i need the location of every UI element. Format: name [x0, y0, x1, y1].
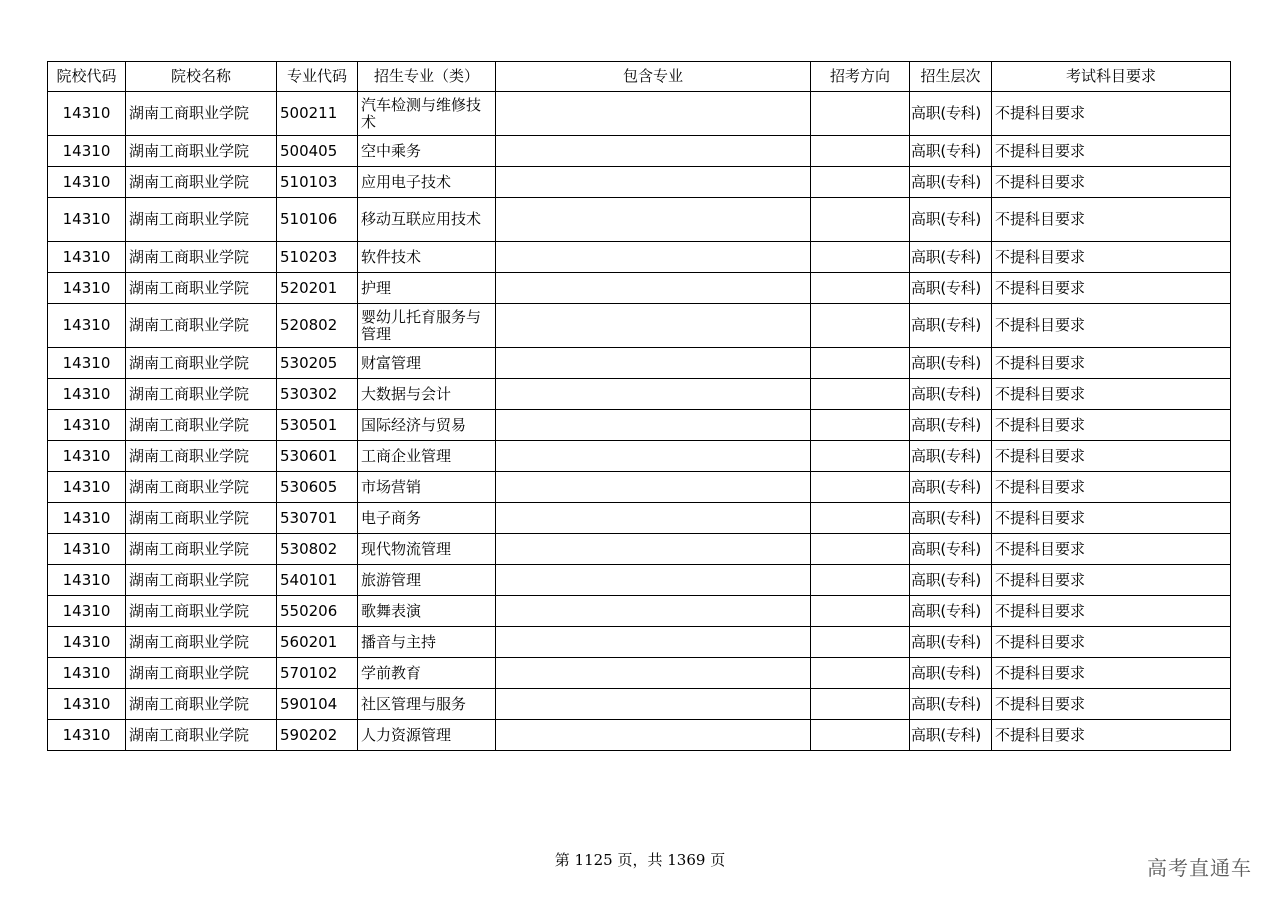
cell-major-code: 510106 [277, 198, 358, 242]
cell-direction [811, 503, 910, 534]
cell-major-code: 530601 [277, 441, 358, 472]
cell-school-name: 湖南工商职业学院 [126, 167, 277, 198]
cell-school-name: 湖南工商职业学院 [126, 472, 277, 503]
table-row [48, 720, 1231, 751]
cell-level: 高职(专科) [910, 242, 992, 273]
cell-direction [811, 689, 910, 720]
table-row [48, 472, 1231, 503]
table-row [48, 565, 1231, 596]
cell-major: 歌舞表演 [358, 596, 496, 627]
table-row [48, 167, 1231, 198]
cell-major-code: 570102 [277, 658, 358, 689]
cell-direction [811, 410, 910, 441]
cell-direction [811, 348, 910, 379]
cell-school-name: 湖南工商职业学院 [126, 136, 277, 167]
cell-included-majors [496, 167, 811, 198]
table-row [48, 304, 1231, 348]
cell-direction [811, 92, 910, 136]
cell-included-majors [496, 242, 811, 273]
cell-level: 高职(专科) [910, 304, 992, 348]
cell-school-name: 湖南工商职业学院 [126, 627, 277, 658]
cell-major-code: 510103 [277, 167, 358, 198]
cell-exam-requirement: 不提科目要求 [992, 658, 1231, 689]
cell-exam-requirement: 不提科目要求 [992, 472, 1231, 503]
cell-school-name: 湖南工商职业学院 [126, 565, 277, 596]
cell-major-code: 530205 [277, 348, 358, 379]
cell-major-code: 500405 [277, 136, 358, 167]
header-major: 招生专业（类） [358, 62, 496, 92]
cell-major: 财富管理 [358, 348, 496, 379]
cell-direction [811, 565, 910, 596]
cell-major-code: 510203 [277, 242, 358, 273]
cell-school-name: 湖南工商职业学院 [126, 348, 277, 379]
cell-major: 大数据与会计 [358, 379, 496, 410]
cell-school-code: 14310 [48, 242, 126, 273]
table-row [48, 441, 1231, 472]
cell-direction [811, 627, 910, 658]
cell-major: 软件技术 [358, 242, 496, 273]
cell-exam-requirement: 不提科目要求 [992, 441, 1231, 472]
cell-major-code: 560201 [277, 627, 358, 658]
cell-school-name: 湖南工商职业学院 [126, 534, 277, 565]
cell-major-code: 530802 [277, 534, 358, 565]
cell-school-code: 14310 [48, 92, 126, 136]
cell-included-majors [496, 136, 811, 167]
cell-direction [811, 304, 910, 348]
cell-major: 婴幼儿托育服务与管理 [358, 304, 496, 348]
cell-direction [811, 198, 910, 242]
cell-major-code: 530501 [277, 410, 358, 441]
header-direction: 招考方向 [811, 62, 910, 92]
cell-exam-requirement: 不提科目要求 [992, 242, 1231, 273]
cell-school-name: 湖南工商职业学院 [126, 503, 277, 534]
cell-level: 高职(专科) [910, 136, 992, 167]
cell-level: 高职(专科) [910, 627, 992, 658]
cell-major: 国际经济与贸易 [358, 410, 496, 441]
cell-level: 高职(专科) [910, 720, 992, 751]
cell-school-code: 14310 [48, 472, 126, 503]
cell-school-name: 湖南工商职业学院 [126, 720, 277, 751]
cell-included-majors [496, 92, 811, 136]
cell-exam-requirement: 不提科目要求 [992, 410, 1231, 441]
cell-exam-requirement: 不提科目要求 [992, 273, 1231, 304]
table-header-row [48, 62, 1231, 92]
cell-school-code: 14310 [48, 198, 126, 242]
cell-exam-requirement: 不提科目要求 [992, 596, 1231, 627]
cell-level: 高职(专科) [910, 348, 992, 379]
cell-level: 高职(专科) [910, 410, 992, 441]
table-row [48, 198, 1231, 242]
table-row [48, 379, 1231, 410]
cell-school-name: 湖南工商职业学院 [126, 242, 277, 273]
cell-level: 高职(专科) [910, 472, 992, 503]
cell-exam-requirement: 不提科目要求 [992, 565, 1231, 596]
cell-major: 移动互联应用技术 [358, 198, 496, 242]
table-row [48, 596, 1231, 627]
header-included-majors: 包含专业 [496, 62, 811, 92]
cell-direction [811, 720, 910, 751]
cell-school-code: 14310 [48, 565, 126, 596]
cell-school-code: 14310 [48, 410, 126, 441]
cell-direction [811, 441, 910, 472]
cell-direction [811, 596, 910, 627]
cell-included-majors [496, 379, 811, 410]
cell-major: 电子商务 [358, 503, 496, 534]
cell-included-majors [496, 273, 811, 304]
cell-school-name: 湖南工商职业学院 [126, 596, 277, 627]
cell-major-code: 520201 [277, 273, 358, 304]
cell-school-code: 14310 [48, 379, 126, 410]
cell-major-code: 520802 [277, 304, 358, 348]
table-row [48, 534, 1231, 565]
cell-exam-requirement: 不提科目要求 [992, 136, 1231, 167]
cell-level: 高职(专科) [910, 198, 992, 242]
cell-school-code: 14310 [48, 596, 126, 627]
cell-school-code: 14310 [48, 304, 126, 348]
cell-major-code: 550206 [277, 596, 358, 627]
cell-school-code: 14310 [48, 348, 126, 379]
header-level: 招生层次 [910, 62, 992, 92]
header-school-name: 院校名称 [126, 62, 277, 92]
table-row [48, 658, 1231, 689]
header-exam-requirement: 考试科目要求 [992, 62, 1231, 92]
cell-exam-requirement: 不提科目要求 [992, 92, 1231, 136]
cell-included-majors [496, 472, 811, 503]
table-row [48, 410, 1231, 441]
cell-major-code: 530302 [277, 379, 358, 410]
cell-included-majors [496, 198, 811, 242]
table-row [48, 627, 1231, 658]
cell-school-code: 14310 [48, 627, 126, 658]
cell-school-name: 湖南工商职业学院 [126, 304, 277, 348]
header-major-code: 专业代码 [277, 62, 358, 92]
cell-included-majors [496, 627, 811, 658]
cell-exam-requirement: 不提科目要求 [992, 304, 1231, 348]
cell-major-code: 530701 [277, 503, 358, 534]
cell-major: 市场营销 [358, 472, 496, 503]
cell-included-majors [496, 534, 811, 565]
cell-major-code: 540101 [277, 565, 358, 596]
table-row [48, 136, 1231, 167]
cell-exam-requirement: 不提科目要求 [992, 198, 1231, 242]
cell-school-name: 湖南工商职业学院 [126, 658, 277, 689]
cell-major: 现代物流管理 [358, 534, 496, 565]
cell-included-majors [496, 658, 811, 689]
cell-school-code: 14310 [48, 441, 126, 472]
cell-major: 学前教育 [358, 658, 496, 689]
cell-school-code: 14310 [48, 273, 126, 304]
cell-school-name: 湖南工商职业学院 [126, 92, 277, 136]
cell-school-code: 14310 [48, 658, 126, 689]
cell-level: 高职(专科) [910, 596, 992, 627]
cell-school-name: 湖南工商职业学院 [126, 379, 277, 410]
cell-included-majors [496, 304, 811, 348]
cell-level: 高职(专科) [910, 273, 992, 304]
cell-included-majors [496, 410, 811, 441]
cell-major-code: 530605 [277, 472, 358, 503]
cell-school-name: 湖南工商职业学院 [126, 273, 277, 304]
cell-school-name: 湖南工商职业学院 [126, 441, 277, 472]
cell-level: 高职(专科) [910, 167, 992, 198]
cell-major: 汽车检测与维修技术 [358, 92, 496, 136]
cell-exam-requirement: 不提科目要求 [992, 689, 1231, 720]
cell-included-majors [496, 720, 811, 751]
cell-exam-requirement: 不提科目要求 [992, 379, 1231, 410]
cell-school-code: 14310 [48, 167, 126, 198]
cell-direction [811, 273, 910, 304]
cell-major: 旅游管理 [358, 565, 496, 596]
cell-exam-requirement: 不提科目要求 [992, 348, 1231, 379]
cell-included-majors [496, 596, 811, 627]
cell-major-code: 590202 [277, 720, 358, 751]
cell-included-majors [496, 348, 811, 379]
header-school-code: 院校代码 [48, 62, 126, 92]
cell-direction [811, 136, 910, 167]
cell-level: 高职(专科) [910, 689, 992, 720]
cell-major: 播音与主持 [358, 627, 496, 658]
cell-level: 高职(专科) [910, 379, 992, 410]
cell-school-code: 14310 [48, 136, 126, 167]
cell-major: 社区管理与服务 [358, 689, 496, 720]
cell-major: 护理 [358, 273, 496, 304]
cell-included-majors [496, 689, 811, 720]
cell-school-code: 14310 [48, 720, 126, 751]
cell-school-name: 湖南工商职业学院 [126, 689, 277, 720]
cell-level: 高职(专科) [910, 503, 992, 534]
table-body [48, 92, 1231, 751]
cell-included-majors [496, 441, 811, 472]
table-row [48, 92, 1231, 136]
cell-exam-requirement: 不提科目要求 [992, 167, 1231, 198]
cell-direction [811, 167, 910, 198]
table-row [48, 348, 1231, 379]
cell-level: 高职(专科) [910, 565, 992, 596]
cell-level: 高职(专科) [910, 658, 992, 689]
cell-major: 空中乘务 [358, 136, 496, 167]
cell-level: 高职(专科) [910, 534, 992, 565]
cell-exam-requirement: 不提科目要求 [992, 627, 1231, 658]
table-row [48, 689, 1231, 720]
cell-exam-requirement: 不提科目要求 [992, 503, 1231, 534]
cell-exam-requirement: 不提科目要求 [992, 720, 1231, 751]
cell-major: 人力资源管理 [358, 720, 496, 751]
cell-level: 高职(专科) [910, 92, 992, 136]
table-row [48, 273, 1231, 304]
cell-major-code: 590104 [277, 689, 358, 720]
cell-school-code: 14310 [48, 534, 126, 565]
table-row [48, 242, 1231, 273]
page-number: 第 1125 页，共 1369 页 [554, 851, 726, 869]
cell-level: 高职(专科) [910, 441, 992, 472]
cell-major: 工商企业管理 [358, 441, 496, 472]
cell-school-name: 湖南工商职业学院 [126, 198, 277, 242]
watermark-text: 高考直通车 [1147, 856, 1252, 880]
admissions-table [47, 61, 1231, 751]
cell-direction [811, 534, 910, 565]
cell-exam-requirement: 不提科目要求 [992, 534, 1231, 565]
cell-included-majors [496, 565, 811, 596]
cell-school-code: 14310 [48, 503, 126, 534]
table-row [48, 503, 1231, 534]
cell-direction [811, 658, 910, 689]
cell-direction [811, 242, 910, 273]
cell-included-majors [496, 503, 811, 534]
cell-direction [811, 379, 910, 410]
cell-school-code: 14310 [48, 689, 126, 720]
cell-direction [811, 472, 910, 503]
cell-school-name: 湖南工商职业学院 [126, 410, 277, 441]
cell-major-code: 500211 [277, 92, 358, 136]
cell-major: 应用电子技术 [358, 167, 496, 198]
